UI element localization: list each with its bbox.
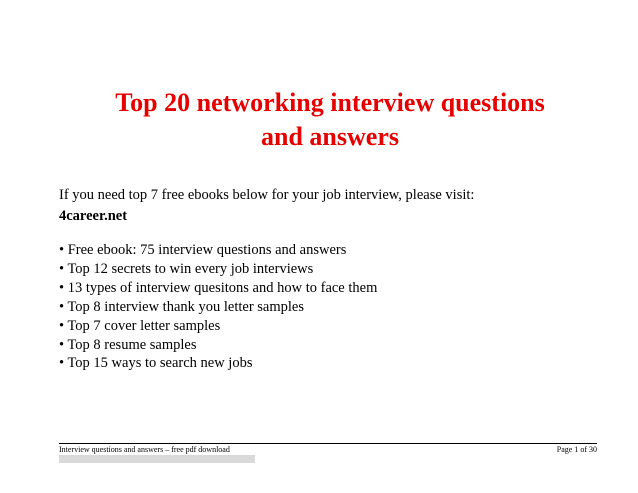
site-link[interactable]: 4career.net — [59, 208, 128, 224]
footer-left-text: Interview questions and answers – free pdf download — [59, 445, 230, 454]
list-item: • Free ebook: 75 interview questions and answers — [59, 242, 347, 258]
list-item: • Top 8 resume samples — [59, 336, 197, 353]
footer-gray-bar — [59, 455, 255, 463]
ebook-list — [59, 241, 377, 373]
list-item: • Top 7 cover letter samples — [59, 317, 221, 334]
intro-paragraph — [59, 185, 474, 227]
intro-text: If you need top 7 free ebooks below for your job interview, please visit: — [59, 187, 475, 203]
list-item: • Top 12 secrets to win every job interviews — [59, 260, 314, 277]
list-item: • Top 8 interview thank you letter samples — [59, 298, 305, 315]
document-title — [40, 86, 620, 154]
title-line-2: and answers — [261, 122, 399, 151]
list-item: • 13 types of interview quesitons and how to face them — [59, 279, 378, 296]
title-line-1: Top 20 networking interview questions — [115, 88, 545, 117]
page-number: Page 1 of 30 — [556, 445, 597, 454]
list-item: • Top 15 ways to search new jobs — [59, 355, 253, 372]
